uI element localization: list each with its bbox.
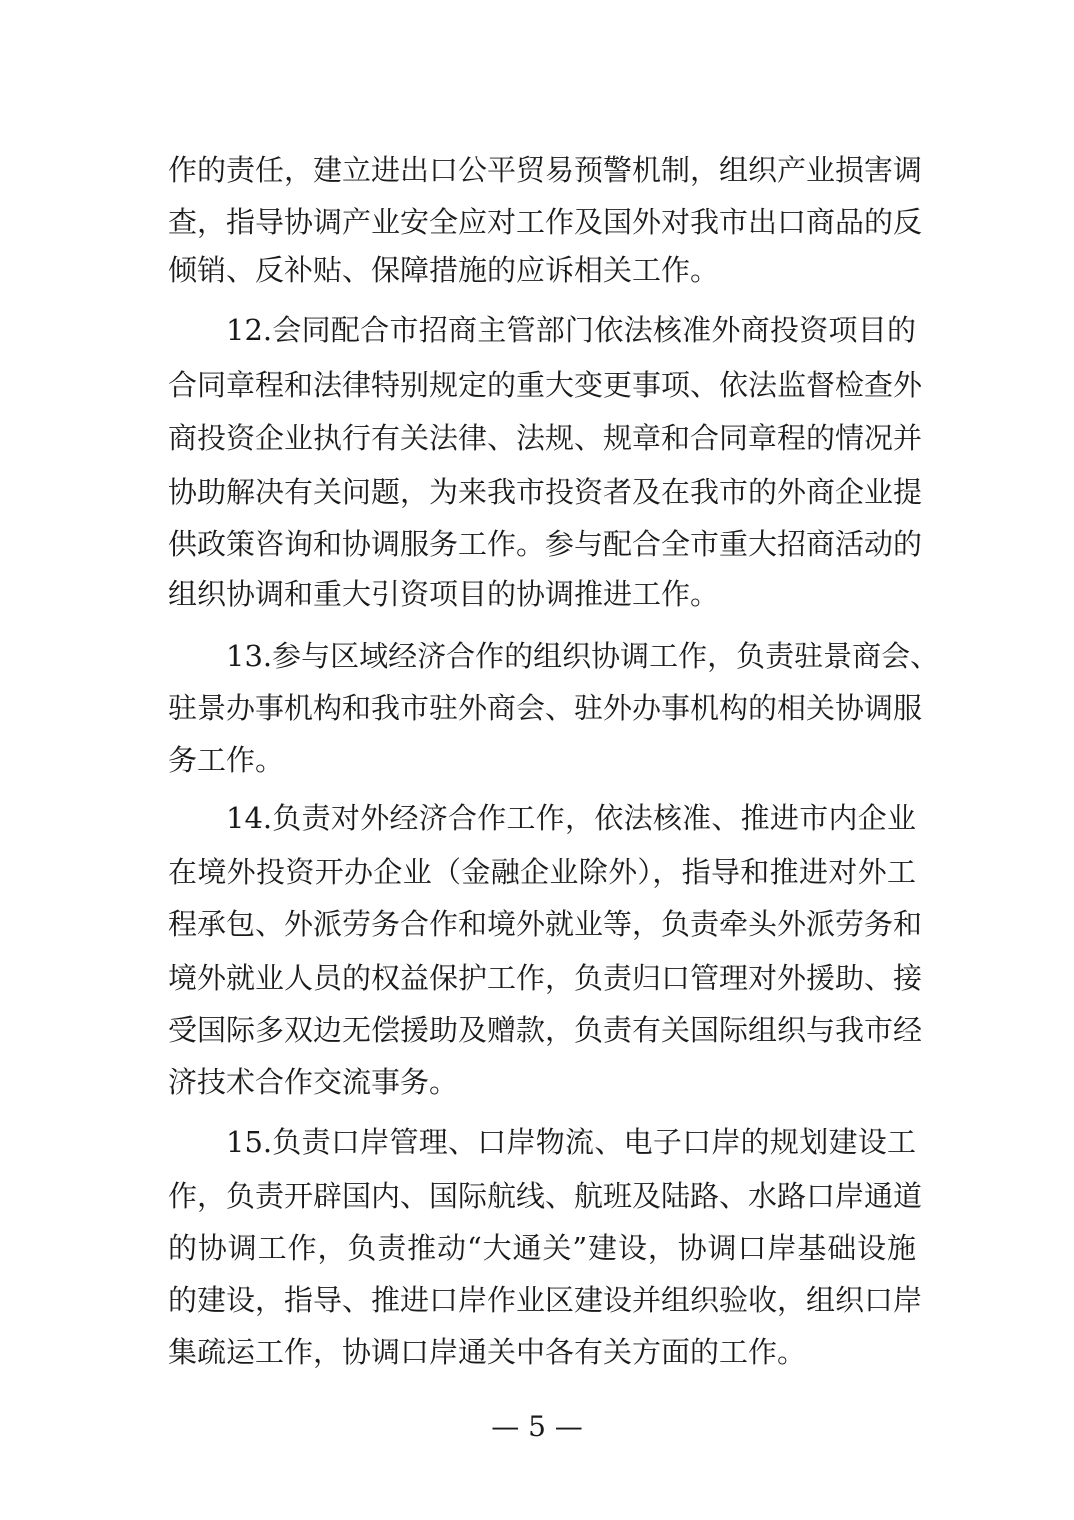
text-line: 商投资企业执行有关法律、法规、规章和合同章程的情况并 (168, 421, 923, 455)
text-line: 作，负责开辟国内、国际航线、航班及陆路、水路口岸通道 (168, 1179, 923, 1213)
text-line: 作的责任，建立进出口公平贸易预警机制，组织产业损害调 (168, 153, 923, 187)
text-line: 的建设，指导、推进口岸作业区建设并组织验收，组织口岸 (168, 1283, 923, 1317)
text-line: 13.参与区域经济合作的组织协调工作，负责驻景商会、 (226, 639, 940, 673)
text-line: 查，指导协调产业安全应对工作及国外对我市出口商品的反 (168, 205, 923, 239)
text-line: 12.会同配合市招商主管部门依法核准外商投资项目的 (226, 313, 916, 347)
text-line: 15.负责口岸管理、口岸物流、电子口岸的规划建设工 (226, 1125, 916, 1159)
text-line: 驻景办事机构和我市驻外商会、驻外办事机构的相关协调服 (168, 691, 923, 725)
text-line: 合同章程和法律特别规定的重大变更事项、依法监督检查外 (168, 368, 923, 402)
text-line: 供政策咨询和协调服务工作。参与配合全市重大招商活动的 (168, 527, 923, 561)
text-line: 在境外投资开办企业（金融企业除外），指导和推进对外工 (168, 855, 916, 889)
page-number: — 5 — (491, 1410, 583, 1443)
text-line: 境外就业人员的权益保护工作，负责归口管理对外援助、接 (168, 961, 923, 995)
text-line: 的协调工作，负责推动“大通关”建设，协调口岸基础设施 (168, 1231, 916, 1265)
text-line: 协助解决有关问题，为来我市投资者及在我市的外商企业提 (168, 475, 923, 509)
text-line: 济技术合作交流事务。 (168, 1065, 459, 1099)
text-line: 集疏运工作，协调口岸通关中各有关方面的工作。 (168, 1335, 807, 1369)
text-line: 务工作。 (168, 743, 285, 777)
text-line: 倾销、反补贴、保障措施的应诉相关工作。 (168, 253, 720, 287)
text-line: 14.负责对外经济合作工作，依法核准、推进市内企业 (226, 801, 916, 835)
text-line: 受国际多双边无偿援助及赠款，负责有关国际组织与我市经 (168, 1013, 923, 1047)
text-line: 组织协调和重大引资项目的协调推进工作。 (168, 577, 720, 611)
text-line: 程承包、外派劳务合作和境外就业等，负责牵头外派劳务和 (168, 907, 923, 941)
